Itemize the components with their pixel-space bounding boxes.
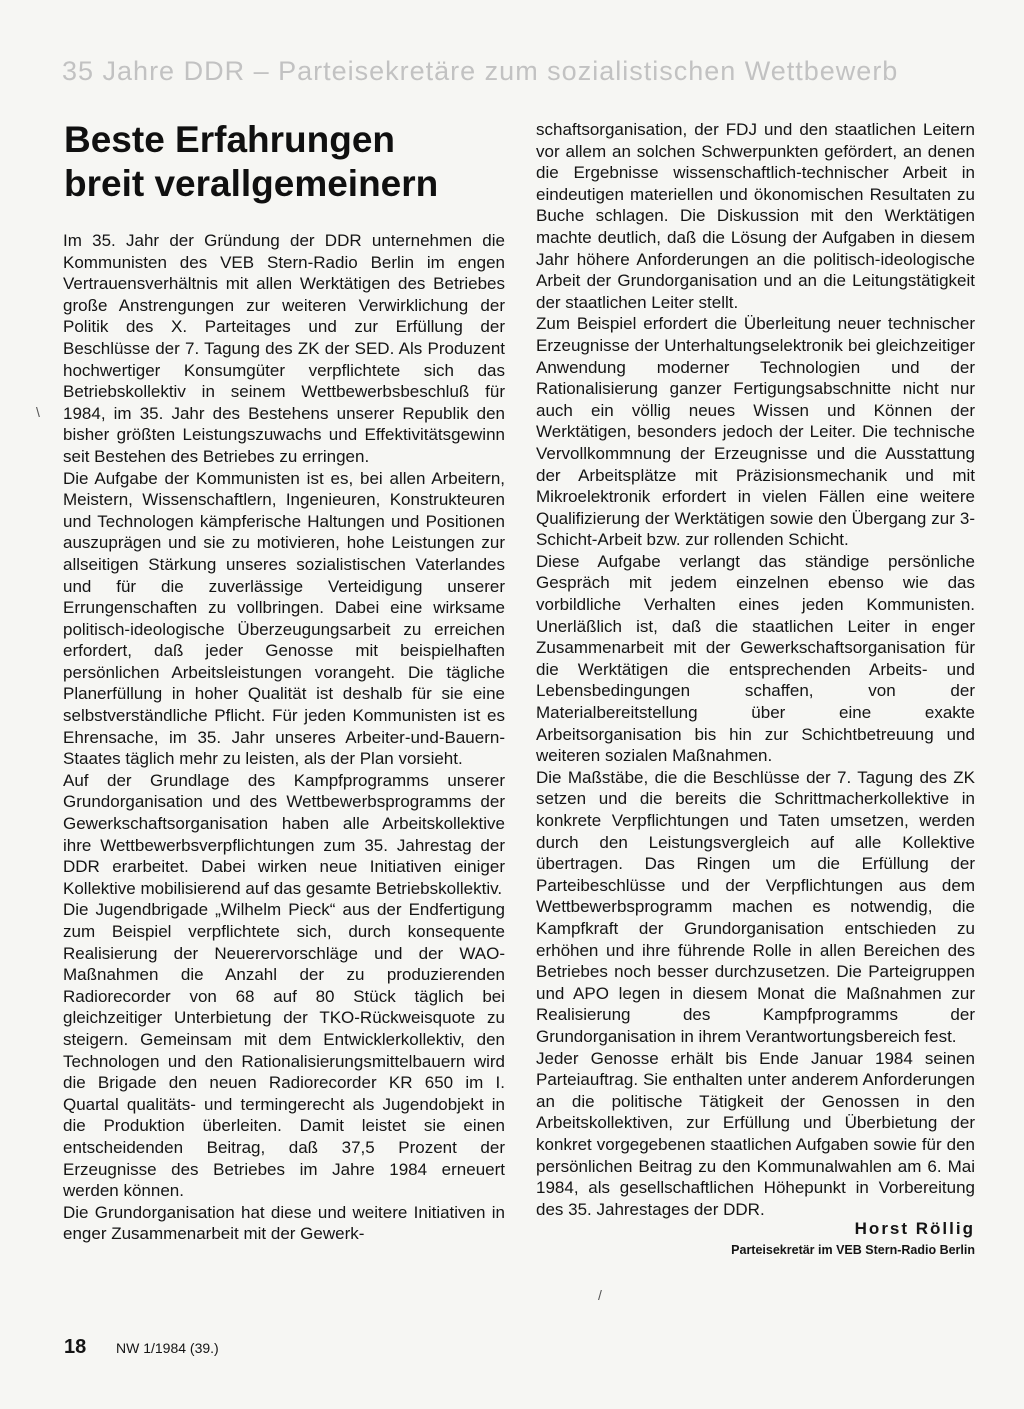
paragraph: Auf der Grundlage des Kampfprogramms unserer Grundorganisation und des Wettbewerbsprogramms der Gewerkschaftsorganisation haben alle Arbeitskollektive ihre Wettbewerbsverpflichtungen zum 35. Jahrestag der DDR erarbeitet. Dabei wirken neue Initiativen einiger Kollektive mobilisierend auf das gesamte Betriebskollektiv. (63, 770, 505, 898)
paragraph: schaftsorganisation, der FDJ und den staatlichen Leitern vor allem an solchen Schwerpunkten gefördert, an denen die Ergebnisse wissenschaftlich-technischer Arbeit in eindeutigen materiellen und ökonomischen Resultaten zu Buche schlagen. Die Diskussion mit den Werktätigen machte deutlich, daß die Lösung der Aufgaben in diesem Jahr höhere Anforderungen an die politisch-ideologische Arbeit der Grundorganisation und an die Leitungstätigkeit der staatlichen Leiter stellt. (536, 120, 975, 312)
signature-block (536, 1218, 975, 1260)
paragraph: Die Aufgabe der Kommunisten ist es, bei allen Arbeitern, Meistern, Wissenschaftlern, Ingenieuren, Konstrukteuren und Technologen kämpferische Haltungen und Positionen auszuprägen und sie zu motivieren, hohe Leistungen zur allseitigen Stärkung unseres sozialistischen Vaterlandes und für die zuverlässige Verteidigung unserer Errungenschaften zu vollbringen. Dabei eine wirksame politisch-ideologische Überzeugungsarbeit zu erreichen erfordert, daß jeder Genosse mit beispielhaften persönlichen Arbeitsleistungen vorangeht. Die tägliche Planerfüllung in hoher Qualität ist deshalb für sie eine selbstverständliche Pflicht. Für jeden Kommunisten ist es Ehrensache, im 35. Jahr unseres Arbeiter-und-Bauern-Staates täglich mehr zu leisten, als der Plan vorsieht. (63, 468, 505, 769)
issue-label: NW 1/1984 (39.) (116, 1340, 219, 1356)
author-role: Parteisekretär im VEB Stern-Radio Berlin (731, 1243, 975, 1258)
author-name: Horst Röllig (854, 1219, 975, 1239)
section-header: 35 Jahre DDR – Parteisekretäre zum sozialistischen Wettbewerb (62, 56, 899, 86)
scan-mark: / (598, 1287, 602, 1303)
title-line-2: breit verallgemeinern (64, 163, 439, 204)
paragraph: Zum Beispiel erfordert die Überleitung neuer technischer Erzeugnisse der Unterhaltungselektronik bei gleichzeitiger Anwendung moderner Technologien und der Rationalisierung ganzer Fertigungsabschnitte nicht nur auch ein völlig neues Wissen und Können der Werktätigen, besonders jedoch der Leiter. Die technische Vervollkommnung der Erzeugnisse und die Ausstattung der Arbeitsplätze mit Präzisionsmechanik und mit Mikroelektronik erfordert in vielen Fällen eine weitere Qualifizierung der Werktätigen sowie den Übergang zur 3-Schicht-Arbeit bzw. zur rollenden Schicht. (536, 314, 975, 550)
scan-mark: \ (36, 404, 40, 420)
paragraph: Die Jugendbrigade „Wilhelm Pieck“ aus der Endfertigung zum Beispiel verpflichtete sich, durch konsequente Realisierung der Neuerervorschläge und der WAO-Maßnahmen die Anzahl der zu produzierenden Radiorecorder von 68 auf 80 Stück täglich bei gleichzeitiger Unterbietung der TKO-Rückweisquote zu steigern. Gemeinsam mit dem Entwicklerkollektiv, den Technologen und den Rationalisierungsmittelbauern wird die Brigade den neuen Radiorecorder KR 650 im I. Quartal qualitäts- und termingerecht als Jugendobjekt in die Produktion überleiten. Damit leistet sie einen entscheidenden Beitrag, daß 37,5 Prozent der Erzeugnisse des Betriebes im Jahre 1984 erneuert werden können. (63, 900, 505, 1201)
title-line-1: Beste Erfahrungen (64, 119, 396, 160)
right-column (536, 119, 975, 1260)
paragraph: Im 35. Jahr der Gründung der DDR unternehmen die Kommunisten des VEB Stern-Radio Berlin im engen Vertrauensverhältnis mit allen Werktätigen des Betriebes große Anstrengungen zur weiteren Verwirklichung der Politik des X. Parteitages und zur Erfüllung der Beschlüsse der 7. Tagung des ZK der SED. Als Produzent hochwertiger Konsumgüter verpflichtete sich das Betriebskollektiv in seinem Wettbewerbsbeschluß für 1984, im 35. Jahr des Bestehens unserer Republik den bisher größten Leistungszuwachs und Effektivitätsgewinn seit Bestehen des Betriebes zu erringen. (63, 231, 505, 466)
paragraph: Die Maßstäbe, die die Beschlüsse der 7. Tagung des ZK setzen und die bereits die Schrittmacherkollektive in konkrete Verpflichtungen und Taten umsetzen, werden durch den Leistungsvergleich auf alle Kollektive übertragen. Das Ringen um die Erfüllung der Parteibeschlüsse und der Verpflichtungen aus dem Wettbewerbsprogramm machen es notwendig, die Kampfkraft der Grundorganisation entschieden zu erhöhen und ihre führende Rolle in allen Bereichen des Betriebes noch besser durchzusetzen. Die Parteigruppen und APO legen in diesem Monat die Maßnahmen zur Realisierung des Kampfprogramms der Grundorganisation in ihrem Verantwortungsbereich fest. (536, 767, 975, 1046)
paragraph: Die Grundorganisation hat diese und weitere Initiativen in enger Zusammenarbeit mit der Gewerk- (63, 1202, 505, 1244)
paragraph: Jeder Genosse erhält bis Ende Januar 1984 seinen Parteiauftrag. Sie enthalten unter anderem Anforderungen an die politische Tätigkeit der Genossen in den Arbeitskollektiven, zur Erfüllung und Überbietung der konkret vorgegebenen staatlichen Aufgaben sowie für den persönlichen Beitrag zu den Kommunalwahlen am 6. Mai 1984, als gesellschaftlichen Höhepunkt in Vorbereitung des 35. Jahrestages der DDR. (536, 1048, 975, 1219)
page-number: 18 (64, 1336, 87, 1358)
paragraph: Diese Aufgabe verlangt das ständige persönliche Gespräch mit jedem einzelnen ebenso wie das vorbildliche Verhalten eines jeden Kommunisten. Unerläßlich ist, daß die staatlichen Leiter in enger Zusammenarbeit mit der Gewerkschaftsorganisation für die Werktätigen die entsprechenden Arbeits- und Lebensbedingungen schaffen, von der Materialbereitstellung über eine exakte Arbeitsorganisation bis hin zur Schichtbetreuung und weiteren sozialen Maßnahmen. (536, 551, 975, 766)
article-title (64, 118, 504, 206)
left-column (63, 230, 505, 1245)
